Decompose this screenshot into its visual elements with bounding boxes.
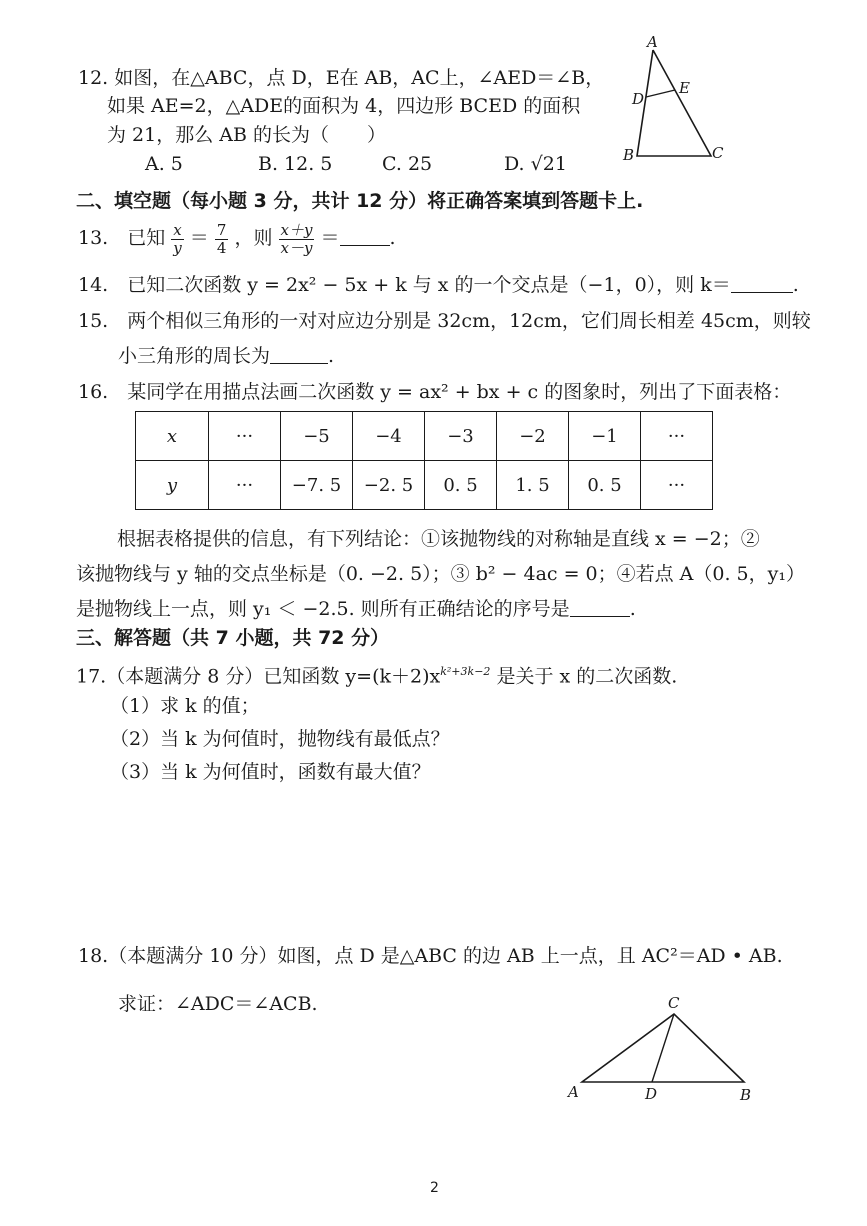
table-row bbox=[136, 461, 713, 510]
q13-fraction-1: $\frac{x}{y}$ bbox=[173, 220, 182, 257]
q18-label-d: D bbox=[645, 1085, 658, 1103]
table-cell: ··· bbox=[209, 461, 281, 510]
q14: 14. 已知二次函数 y = 2x² − 5x + k 与 x 的一个交点是（−1，0），则 k＝ . bbox=[78, 274, 799, 296]
q17-head: 17.（本题满分 8 分）已知函数 $y=(k+2)x^{k^2+3k-2}$ 是关于 x 的二次函数. bbox=[76, 665, 678, 688]
page-number: 2 bbox=[430, 1180, 439, 1196]
q16-answer-blank bbox=[570, 598, 630, 617]
q13-prefix: 13. 已知 bbox=[78, 227, 166, 249]
table-cell: −1 bbox=[569, 412, 641, 461]
table-cell: −7. 5 bbox=[281, 461, 353, 510]
q12-line3: 为 21，那么 AB 的长为（ ） bbox=[107, 124, 386, 146]
table-cell: ··· bbox=[641, 412, 713, 461]
q15-line1: 15. 两个相似三角形的一对对应边分别是 32cm，12cm，它们周长相差 45cm，则较 bbox=[78, 310, 811, 332]
q14-text: 14. 已知二次函数 y = 2x² − 5x + k 与 x 的一个交点是（−1，0），则 k＝ bbox=[78, 274, 731, 296]
table-cell: ··· bbox=[209, 412, 281, 461]
q12-option-a: A. 5 bbox=[145, 153, 183, 175]
table-cell: −2. 5 bbox=[353, 461, 425, 510]
q13-eq: ＝ bbox=[189, 227, 209, 249]
q18-label-b: B bbox=[740, 1086, 752, 1104]
q12-option-d: D. √21 bbox=[504, 153, 567, 175]
q13-fraction-2: $\frac{7}{4}$ bbox=[216, 220, 227, 257]
q18-label-c: C bbox=[668, 994, 680, 1012]
q12-label-a: A bbox=[647, 33, 658, 51]
table-cell: −4 bbox=[353, 412, 425, 461]
q13-mid: ，则 bbox=[234, 227, 273, 249]
table-cell: −2 bbox=[497, 412, 569, 461]
q12-label-c: C bbox=[712, 144, 724, 162]
table-cell: −5 bbox=[281, 412, 353, 461]
q18-prove: 求证：∠ADC＝∠ACB. bbox=[118, 993, 318, 1015]
q12-label-e: E bbox=[679, 79, 690, 97]
q16-conclusion-line1: 根据表格提供的信息，有下列结论：①该抛物线的对称轴是直线 x = −2；② bbox=[117, 528, 760, 550]
q17-sub2: （2）当 k 为何值时，抛物线有最低点？ bbox=[110, 728, 450, 750]
q17-sub3: （3）当 k 为何值时，函数有最大值？ bbox=[110, 761, 431, 783]
q15-answer-blank bbox=[270, 345, 328, 364]
q13-fraction-3: $\frac{x+y}{x-y}$ bbox=[280, 220, 313, 257]
q16-conclusion-line2: 该抛物线与 y 轴的交点坐标是（0. −2. 5）；③ b² − 4ac = 0；④若点 A（0. 5，y₁） bbox=[76, 563, 805, 585]
q18-label-a: A bbox=[568, 1083, 579, 1101]
section3-title: 三、解答题（共 7 小题，共 72 分） bbox=[76, 627, 390, 649]
q18-triangle-figure bbox=[560, 990, 760, 1110]
q14-answer-blank bbox=[731, 274, 793, 293]
section2-title: 二、填空题（每小题 3 分，共计 12 分）将正确答案填到答题卡上. bbox=[76, 190, 644, 212]
q12-line2: 如果 AE=2，△ADE的面积为 4，四边形 BCED 的面积 bbox=[107, 95, 581, 117]
table-cell: ··· bbox=[641, 461, 713, 510]
table-cell: x bbox=[136, 412, 209, 461]
q18-head: 18.（本题满分 10 分）如图，点 D 是△ABC 的边 AB 上一点，且 AC²＝AD • AB. bbox=[78, 945, 783, 967]
q12-option-b: B. 12. 5 bbox=[258, 153, 333, 175]
q12-option-c: C. 25 bbox=[382, 153, 433, 175]
q12-label-b: B bbox=[623, 146, 635, 164]
q12-line1: 12. 如图，在△ABC，点 D，E在 AB，AC上，∠AED＝∠B， bbox=[78, 67, 605, 89]
table-cell: 0. 5 bbox=[569, 461, 641, 510]
q17-sub1: （1）求 k 的值； bbox=[110, 695, 260, 717]
table-row bbox=[136, 412, 713, 461]
q16-line1: 16. 某同学在用描点法画二次函数 y = ax² + bx + c 的图象时，列出了下面表格： bbox=[78, 381, 792, 403]
q12-label-d: D bbox=[632, 90, 645, 108]
table-cell: y bbox=[136, 461, 209, 510]
q12-triangle-figure bbox=[615, 30, 725, 170]
table-cell: 1. 5 bbox=[497, 461, 569, 510]
table-cell: 0. 5 bbox=[425, 461, 497, 510]
q15-line2: 小三角形的周长为 . bbox=[118, 345, 335, 367]
q13: 13. 已知 $\frac{x}{y}$ ＝ $\frac{7}{4}$ ，则 $\frac{x+y}{x-y}$ ＝ . bbox=[78, 220, 396, 257]
q16-value-table bbox=[135, 411, 713, 510]
q13-answer-blank bbox=[340, 227, 390, 246]
q17-exponent: k²+3k−2 bbox=[440, 665, 491, 678]
q16-conclusion-line3: 是抛物线上一点，则 y₁ ＜ −2.5. 则所有正确结论的序号是 . bbox=[76, 598, 636, 620]
table-cell: −3 bbox=[425, 412, 497, 461]
